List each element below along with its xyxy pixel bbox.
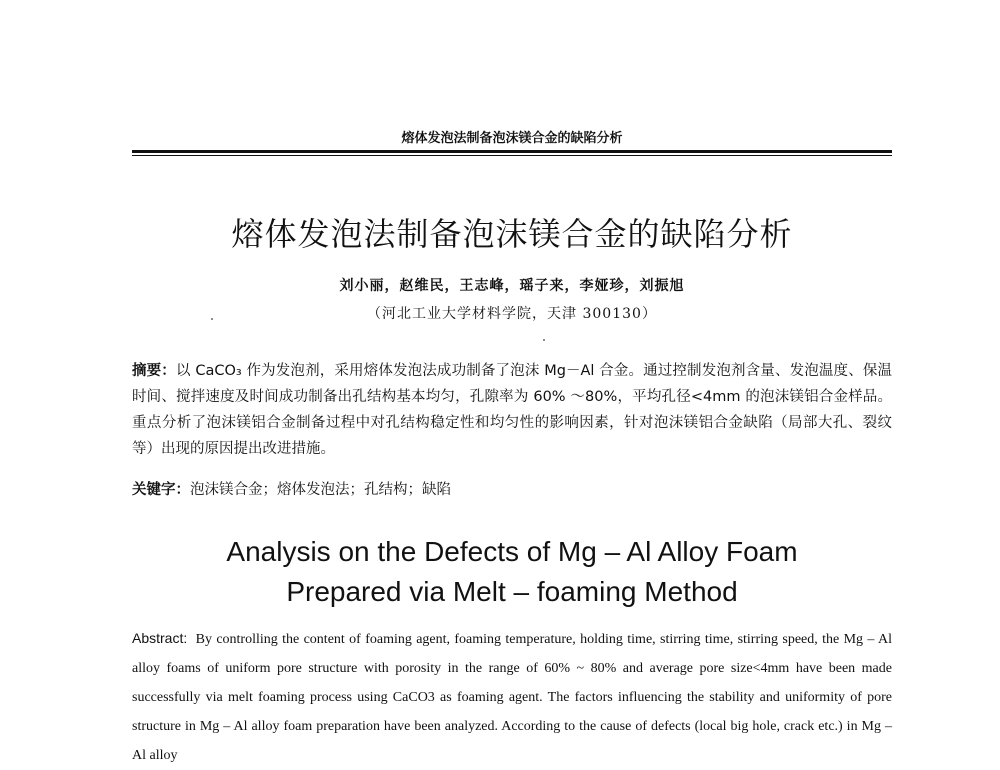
abstract-chinese	[132, 358, 892, 462]
author-affiliation: （河北工业大学材料学院，天津 300130）	[367, 306, 657, 322]
title-chinese: 熔体发泡法制备泡沫镁合金的缺陷分析	[231, 215, 793, 253]
abstract-chinese-text: 以 CaCO₃ 作为发泡剂，采用熔体发泡法成功制备了泡沫 Mg－Al 合金。通过控制发泡剂含量、发泡温度、保温时间、搅拌速度及时间成功制备出孔结构基本均匀，孔隙率为 60% ～80%，平均孔径<4mm 的泡沫镁铝合金样品。重点分析了泡沫镁铝合金制备过程中对孔结构稳定性和均匀性的影响因素，针对泡沫镁铝合金缺陷（局部大孔、裂纹等）出现的原因提出改进措施。	[132, 363, 892, 457]
running-header: 熔体发泡法制备泡沫镁合金的缺陷分析	[401, 131, 623, 146]
keywords-chinese-label: 关键字：	[132, 482, 190, 498]
keywords-chinese-text: 泡沫镁合金；熔体发泡法；孔结构；缺陷	[190, 482, 451, 498]
scan-speck	[543, 339, 545, 341]
header-rule-thin	[132, 155, 892, 156]
title-english-line-2: Prepared via Melt – foaming Method	[286, 576, 738, 607]
header-rule-thick	[132, 150, 892, 153]
abstract-english-label: Abstract:	[132, 630, 188, 646]
keywords-chinese	[132, 477, 892, 503]
title-english	[132, 532, 892, 612]
title-english-line-1: Analysis on the Defects of Mg – Al Alloy Foam	[226, 536, 798, 567]
abstract-chinese-label: 摘要：	[132, 363, 176, 379]
author-list: 刘小丽，赵维民，王志峰，瑶子来，李娅珍，刘振旭	[339, 278, 685, 294]
abstract-english-text: By controlling the content of foaming agent, foaming temperature, holding time, stirring time, stirring speed, the Mg – Al alloy foams of uniform pore structure with porosity in the range of 60% ~ 80% and average pore size<4mm have been made successfully via melt foaming process using CaCO3 as foaming agent. The factors influencing the stability and uniformity of pore structure in Mg – Al alloy foam preparation have been analyzed. According to the cause of defects (local big hole, crack etc.) in Mg – Al alloy	[132, 632, 893, 763]
abstract-english	[132, 624, 892, 770]
